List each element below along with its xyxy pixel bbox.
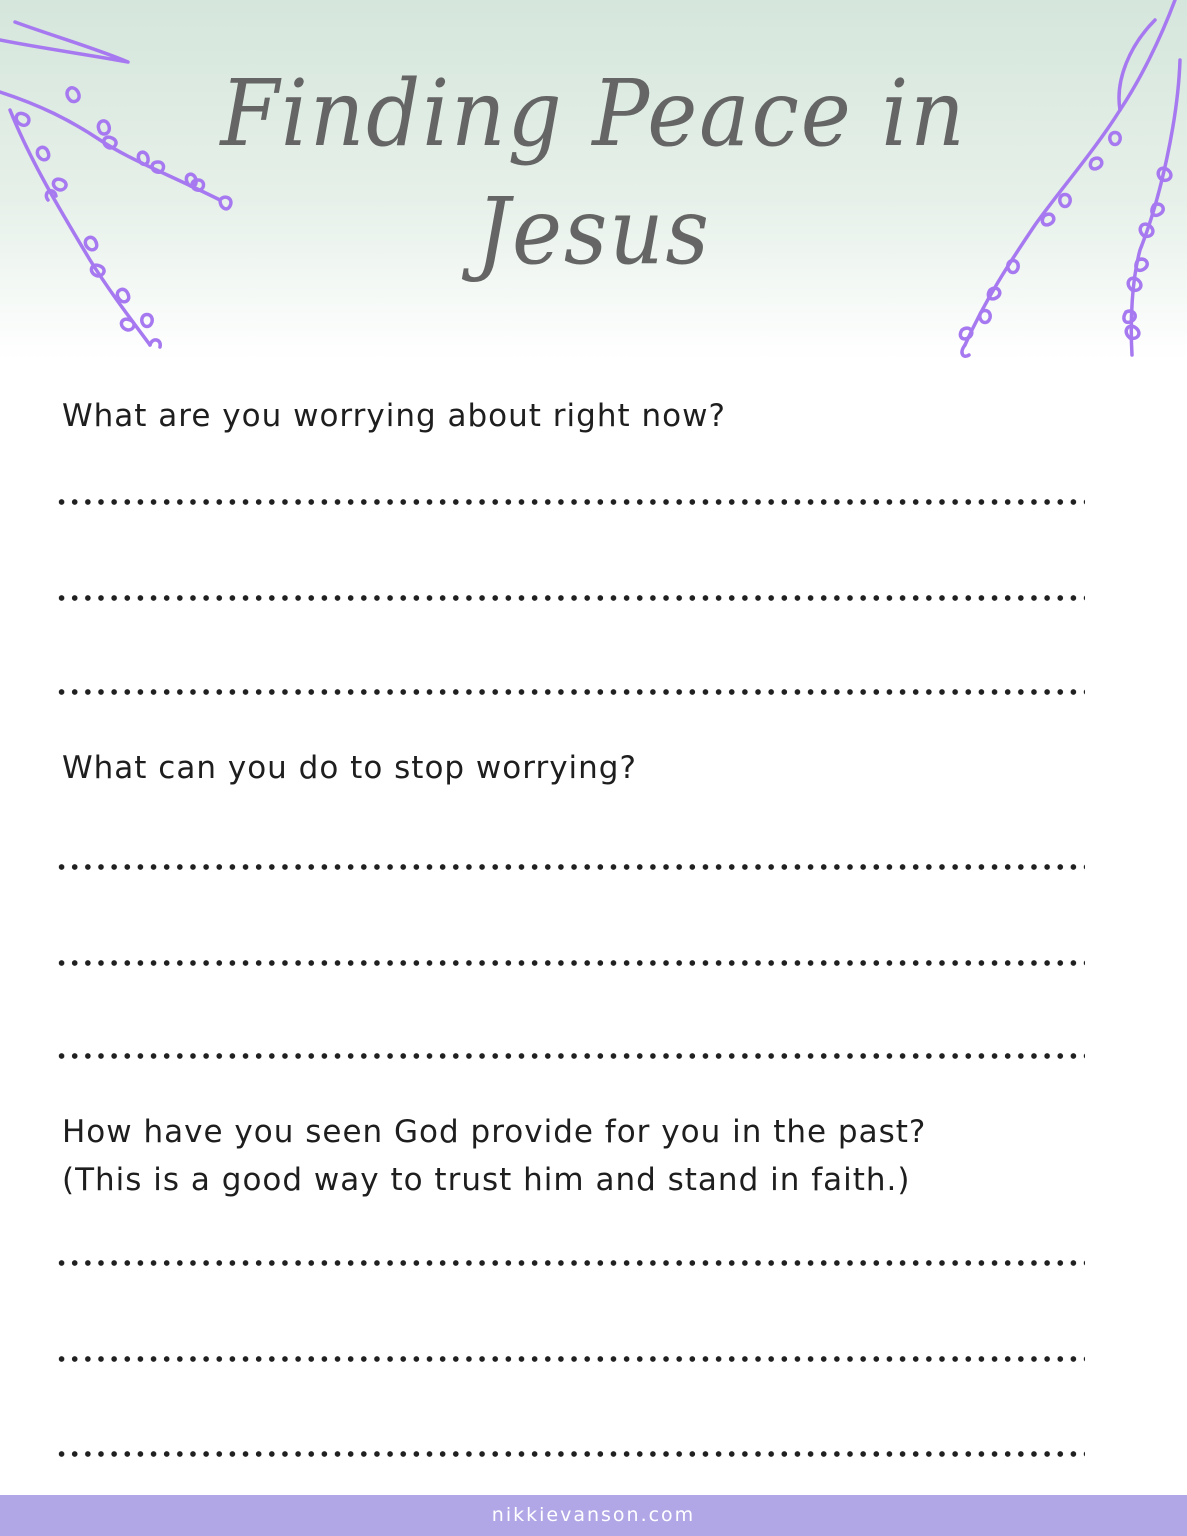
question-2-text: What can you do to stop worrying? — [62, 750, 637, 786]
question-3-subtext: (This is a good way to trust him and stand in faith.) — [62, 1162, 911, 1198]
question-2 — [62, 744, 1112, 792]
title-line-1: Finding Peace in — [220, 60, 967, 167]
answer-line[interactable] — [55, 688, 1085, 696]
answer-line[interactable] — [55, 1450, 1085, 1458]
footer-bar — [0, 1495, 1187, 1536]
answer-line[interactable] — [55, 863, 1085, 871]
title-line-2: Jesus — [476, 178, 711, 285]
question-1 — [62, 392, 1112, 440]
footer-website: nikkievanson.com — [491, 1504, 696, 1526]
page-title — [47, 55, 1139, 291]
answer-line[interactable] — [55, 1355, 1085, 1363]
answer-line[interactable] — [55, 498, 1085, 506]
answer-line[interactable] — [55, 594, 1085, 602]
answer-line[interactable] — [55, 1052, 1085, 1060]
question-1-text: What are you worrying about right now? — [62, 398, 726, 434]
answer-line[interactable] — [55, 959, 1085, 967]
question-3-text: How have you seen God provide for you in the past? — [62, 1114, 927, 1150]
answer-line[interactable] — [55, 1259, 1085, 1267]
question-3 — [62, 1108, 1112, 1204]
